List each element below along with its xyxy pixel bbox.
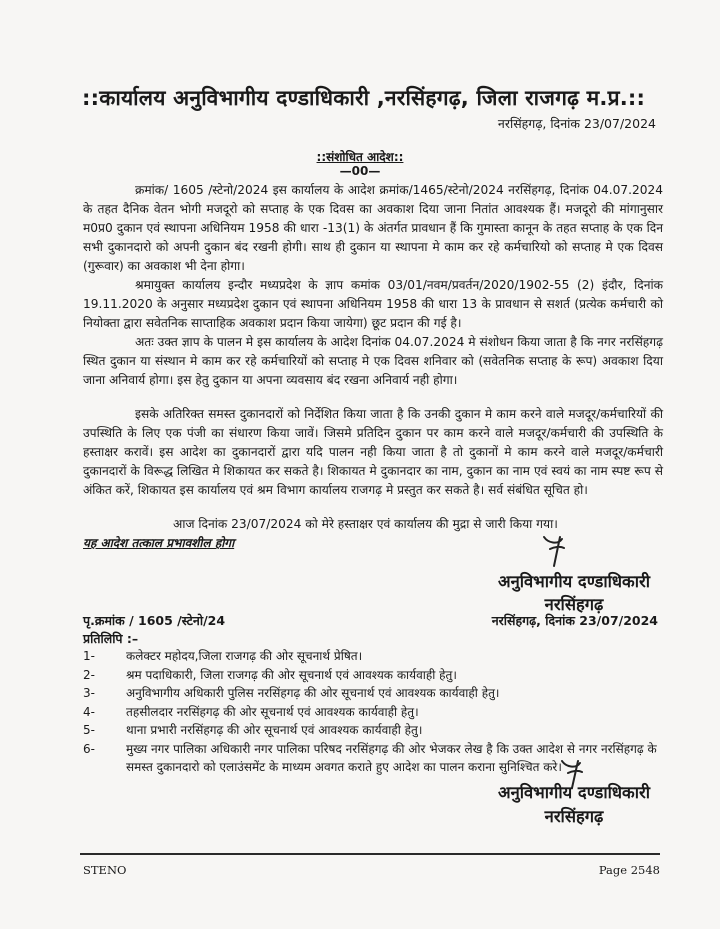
signatory-place-1: नरसिंहगढ़: [544, 595, 604, 614]
copy-item-number: 6-: [83, 741, 95, 756]
copy-item-number: 2-: [83, 667, 95, 682]
footer-page-number: Page 2548: [598, 863, 660, 877]
order-separator: —00—: [339, 164, 381, 178]
copy-item-text: मुख्य नगर पालिका अधिकारी नगर पालिका परिषद नरसिंहगढ़ की ओर भेजकर लेख है कि उक्त आदेश से नगर नरसिंहगढ़ के समस्त दुकानदारो को एलाउंसमेंट के माध्यम अवगत कराते हुए आदेश का पालन कराना सुनिश्चित करे।: [126, 741, 657, 774]
header-place-date: नरसिंहगढ़, दिनांक 23/07/2024: [497, 116, 656, 131]
copy-item: [83, 721, 663, 740]
copy-item-text: तहसीलदार नरसिंहगढ़ की ओर सूचनार्थ एवं आवश्यक कार्यवाही हेतु।: [126, 704, 419, 719]
copy-item: [83, 647, 663, 666]
effective-line: यह आदेश तत्काल प्रभावशील होगा: [83, 536, 235, 550]
order-paragraph-2: श्रमायुक्त कार्यालय इन्दौर मध्यप्रदेश के ज्ञाप कमांक 03/01/नवम/प्रवर्तन/2020/1902-55 (2) इंदौर, दिनांक 19.11.2020 के अनुसार मध्यप्रदेश दुकान एवं स्थापना अधिनियम 1958 की धारा 13 के प्रावधान से सशर्त (प्रत्येक कर्मचारी को नियोक्ता द्वारा सवेतनिक साप्ताहिक अवकाश प्रदान किया जायेगा) छूट प्रदान की गई है।: [83, 278, 663, 330]
order-paragraph-1: क्रमांक/ 1605 /स्टेनो/2024 इस कार्यालय के आदेश क्रमांक/1465/स्टेनो/2024 नरसिंहगढ़, दिनांक 04.07.2024 के तहत दैनिक वेतन भोगी मजदूरो को सप्ताह के एक दिवस का अवकाश दिया जाना नितांत आवश्यक हैं। मजदूरो की मांगानुसार म0प्र0 दुकान एवं स्थापना अधिनियम 1958 की धारा -13(1) के अंतर्गत प्रावधान हैं कि गुमास्ता कानून के तहत सप्ताह के एक दिन सभी दुकानदारो को अपनी दुकान बंद रखनी होगी। साथ ही दुकान या स्थापना मे काम कर रहे कर्मचारियो को सप्ताह मे एक दिवस (गुरूवार) का अवकाश भी देना होगा।: [83, 183, 663, 273]
endorsement-ref-no: पृ.क्रमांक / 1605 /स्टेनो/24: [83, 613, 226, 628]
order-paragraph-4: इसके अतिरिक्त समस्त दुकानदारों को निर्देशित किया जाता है कि उनकी दुकान मे काम करने वाले मजदूर/कर्मचारियों की उपस्थिति के लिए एक पंजी का संधारण किया जावें। जिसमे प्रतिदिन दुकान पर काम करने वाले मजदूर/कर्मचारी की उपस्थिति के हस्ताक्षर करावें। इस आदेश का दुकानदारों द्वारा यदि पालन नही किया जाता है तो दुकानों मे काम करने वाले मजदूर/कर्मचारी दुकानदारों के विरूद्ध लिखित मे शिकायत कर सकते है। शिकायत मे दुकानदार का नाम, दुकान का नाम एवं स्वयं का नाम स्पष्ट रूप से अंकित करें, शिकायत इस कार्यालय एवं श्रम विभाग कार्यालय राजगढ़ मे प्रस्तुत कर सकते है। सर्व संबंधित सूचित हो।: [83, 407, 663, 497]
order-paragraph-3: अतः उक्त ज्ञाप के पालन मे इस कार्यालय के आदेश दिनांक 04.07.2024 मे संशोधन किया जाता है कि नगर नरसिंहगढ़ स्थित दुकान या संस्थान मे काम कर रहे कर्मचारियों को सप्ताह मे एक दिवस शनिवार को (सवेतनिक सप्ताह के रूप) अवकाश दिया जाना अनिवार्य होगा। इस हेतु दुकान या अपना व्यवसाय बंद रखना अनिवार्य नही होगा।: [83, 335, 663, 387]
copy-item-number: 4-: [83, 704, 95, 719]
endorsement-place-date: नरसिंहगढ़, दिनांक 23/07/2024: [491, 613, 658, 628]
copy-item-text: अनुविभागीय अधिकारी पुलिस नरसिंहगढ़ की ओर सूचनार्थ एवं आवश्यक कार्यवाही हेतु।: [126, 686, 500, 700]
signature-1: [538, 533, 568, 569]
copy-item-text: श्रम पदाधिकारी, जिला राजगढ़ की ओर सूचनार्थ एवं आवश्यक कार्यवाही हेतु।: [126, 667, 457, 682]
office-title: ::कार्यालय अनुविभागीय दण्डाधिकारी ,नरसिंहगढ़, जिला राजगढ़ म.प्र.::: [82, 86, 646, 110]
copy-item-number: 1-: [83, 649, 95, 663]
signatory-place-2: नरसिंहगढ़: [544, 807, 604, 826]
order-subject: ::संशोधित आदेश::: [316, 150, 404, 164]
signatory-title-2: अनुविभागीय दण्डाधिकारी: [497, 783, 651, 802]
copy-item: [83, 703, 663, 722]
footer-divider: [80, 853, 660, 855]
signatory-title-1: अनुविभागीय दण्डाधिकारी: [497, 572, 651, 591]
copy-item-number: 3-: [83, 686, 95, 700]
copy-heading: प्रतिलिपि :–: [83, 631, 139, 646]
footer-steno: STENO: [83, 863, 127, 877]
copy-item-number: 5-: [83, 723, 95, 737]
copy-item: [83, 684, 663, 703]
copy-item: [83, 666, 663, 685]
copy-item-text: थाना प्रभारी नरसिंहगढ़ की ओर सूचनार्थ एवं आवश्यक कार्यवाही हेतु।: [126, 723, 423, 737]
issue-line: आज दिनांक 23/07/2024 को मेरे हस्ताक्षर एवं कार्यालय की मुद्रा से जारी किया गया।: [173, 517, 558, 531]
copy-item-text: कलेक्टर महोदय,जिला राजगढ़ की ओर सूचनार्थ प्रेषित।: [126, 649, 363, 663]
